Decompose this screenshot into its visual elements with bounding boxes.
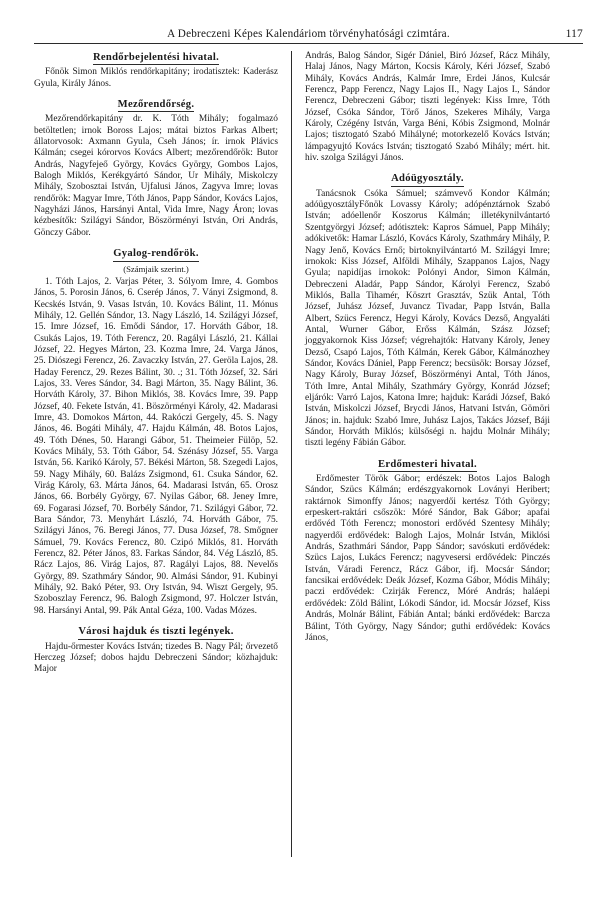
section-heading-varosi-hajduk: Városi hajduk és tiszti legények.	[34, 626, 278, 639]
running-head-title: A Debreczeni Képes Kalendáriom törvényhatósági czimtára.	[167, 28, 450, 40]
header-rule	[34, 43, 583, 44]
section-heading-erdomesteri-hivatal: Erdőmesteri hivatal.	[305, 459, 550, 472]
running-head	[34, 28, 583, 40]
page-number: 117	[565, 28, 583, 40]
section-heading-adougyosztaly: Adóügyosztály.	[305, 173, 550, 186]
section-heading-mezorendorseg: Mezőrendőrség.	[34, 99, 278, 112]
section-body-adougyosztaly: Tanácsnok Csóka Sámuel; számvevő Kondor Kálmán; adóügyosztályFőnök Lovassy Károly; adópénztárnok Szabó István; adóellenőr Koszorus Kálmán; illetékynilvántartó Szentgyörgyi József; adótisztek: Kapros Sámuel, Papp Mihály; adókivetők: Hamar László, Kovács Károly, Szathmáry Mihály, P. Nagy Jenő, Kovács Ernő; birtoknyilvántartó M. Szilágyi Imre; irnokok: Kiss József, Alföldi Mihály, Szappanos Lajos, Nagy Gyula; napidíjas irnokok: Polónyi Andor, Simon Kálmán, Debreczeni Aladár, Papp Sándor, Károlyi Ferencz, Szabó Miklós, Balla Tihamér, Köszrt Grasztáv, Szük Antal, Tóth József, Juhász József, Juvancz Tivadar, Papp István, Balla Albert, Szücs Ferencz, Hegyi Károly, Kovács Dezső, Angyaláti Antal, Wurner Gábor, Erőss Kálmán, Szász József; joggyakornok Kiss József; végrehajtók: Hatvany Károly, Jeney Dezső, Csapó Lajos, Tóth Kálmán, Kerek Gábor, Kálmánozhey Sándor, Kovács Dániel, Papp Ferencz; becsüsök: Borsay József, Nagy Károly, Buray József, Böszörményi Antal, Tóth János, Tóth Imre, Antal Mihály, Szathmáry György, Konrád József; eljárók: Varró Lajos, Katona Imre; hajduk: Karádi József, Bakó István, Miskolczi József, Brycdi János, Hatvani István, Gömöri János; in. hajduk: Szabó Imre, Juhász Lajos, Takács József, Báji Sándor, Horváth Miklós; külsőségi n. hajdu Molnár Mihály; tiszti legény Fábián Gábor.	[305, 188, 550, 449]
section-body-mezorendorseg: Mezőrendőrkapitány dr. K. Tóth Mihály; fogalmazó betöltetlen; irnok Boross Lajos; mátai biztos Farkas Albert; állatorvosok: Axmann Gyula, Cseh János; ír. irnok Plávics Kálmán; csegei kórorvos Kovács Albert; mezőrendőrök: Butor András, Nagyfejeő György, Kovács György, Gombos Lajos, Balogh Miklós, Kerékgyártó Sándor, Ur Mihály, Miskolczy Mihály, Szobosztai István, Ujfalusi János, Zagyva Imre; lovas rendőrök: Magyar Imre, Tóth János, Papp Sándor, Kovács Lajos, Nagyházi János, Harsányi Antal, Vida Imre, Nagy Áron; lovas kézbesítők: Szilágyi Sándor, Böszörményi István, Ori András, Gönczy Gábor.	[34, 114, 278, 238]
section-body-erdomesteri-hivatal: Erdőmester Török Gábor; erdészek: Botos Lajos Balogh Sándor, Szücs Kálmán; erdészgyakornok Loványi Heribert; raktárnok Simonffy János; nagyerdői kertész Tóth György; erpeskert-raktári csőszök: Móré Sándor, Bak Gábor; apafai erdővéd Tóth Ferencz; monostori erdővéd Szentesy Mihály; nagyerdői erdővédek: Balogh Lajos, Molnár István, Miklósi András, Szathmári Sándor, Papp Sándor; savóskuti erdővédek: Szücs Lajos, Lukács Ferencz; nagyvesersi erdővédek: Pinczés István, Váradi Ferencz, Rácz Gábor, ifj. Mocsár Sándor; fancsikai erdővédek: Deák József, Kozma Gábor, Módis Mihály; paczi erdővédek: Czirják Ferencz, Móré András; haláepi erdővédek: Zöld Bálint, Lókodi Sándor, id. Mocsár József, Kiss András, Molnár Bálint, Fábián Antal; bánki erdővédek: Barcza Bálint, Tóth György, Nagy Sándor; guthi erdővédek: Kovács János,	[305, 474, 550, 643]
right-column	[292, 51, 550, 857]
section-body-continuation: András, Balog Sándor, Sigér Dániel, Biró József, Rácz Mihály, Halaj János, Nagy Márton, Kocsis Károly, Kéri József, Szabó Mihály, Kovács András, Kalmár Imre, Erdei János, Kulcsár Ferencz, Papp Ferencz, Nagy Lajos II., Nagy Lajos I., Sándor Ferencz, Debreczeni Gábor; tiszti legények: Kiss Imre, Tóth József, Csóka Sándor, Törő János, Szekeres Mihály, Varga Károly, Czégény István, Varga Béni, Kóbis Zsigmond, Molnár Lajos; tisztogató Szabó Mihályné; motorkezelő Kovács István; lámpagyujtó Kovács István; tisztogató Szabó Mihály; mért. hit. hiv. szolga Szilágyi János.	[305, 51, 550, 164]
section-heading-rendorbejelentesi: Rendőrbejelentési hivatal.	[34, 52, 278, 65]
section-body-varosi-hajduk: Hajdu-őrmester Kovács István; tizedes B. Nagy Pál; őrvezető Herczeg József; dobos hajdu Debreczeni Sándor; közhajduk: Major	[34, 641, 278, 675]
two-column-body	[34, 51, 583, 857]
left-column	[34, 51, 292, 857]
section-body-gyalog-rendorok: 1. Tóth Lajos, 2. Varjas Péter, 3. Sólyom Imre, 4. Gombos János, 5. Porosin János, 6. Cserép János, 7. Ványi Zsigmond, 8. Kecskés István, 9. Vasas István, 10. Kovács Bálint, 11. Mónus Mihály, 12. Gellén Sándor, 13. Nagy László, 14. Szilágyi József, 15. Imre József, 16. Emődi Sándor, 17. Horváth Gábor, 18. Csukás Lajos, 19. Tóth Ferencz, 20. Ragályi László, 21. Kállai József, 22. Hegyes Márton, 23. Kozma Imre, 24. Varga János, 25. Diószegi Ferencz, 26. Zavaczky István, 27. Geröla Lajos, 28. Haday Ferencz, 29. Rezes Bálint, 30. .; 31. Tóth József, 32. Sári Lajos, 33. Veres Sándor, 34. Bagi Márton, 35. Nagy Bálint, 36. Horváth Károly, 37. Bihon Miklós, 38. Kovács Imre, 39. Papp József, 40. Fekete István, 41. Böszörményi Károly, 42. Madarasi Imre, 43. Domokos Márton, 44. Rakóczi Gergely, 45. S. Nagy János, 46. Bogáti Mihály, 47. Hajdu Kálmán, 48. Botos Lajos, 49. Tóth Dénes, 50. Harangi Gábor, 51. Theimeier Fülöp, 52. Kovács Mihály, 53. Tóth Gábor, 54. Szénásy József, 55. Varga István, 56. Karikó Károly, 57. Békési Márton, 58. Szegedi Lajos, 59. Nagy Mihály, 60. Balázs Zsigmond, 61. Csuka Sándor, 62. Virág Károly, 63. Márta János, 64. Madarasi István, 65. Orosz János, 66. Borbély György, 67. Nyilas Gábor, 68. Jeney Imre, 69. Fogarasi József, 70. Borbély Sándor, 71. Szilágyi Gábor, 72. Bara Sándor, 73. Menyhárt László, 74. Horváth Gábor, 75. Szilágyi János, 76. Beregi János, 77. Dusa József, 78. Smőgner Sámuel, 79. Kovács Ferencz, 80. Czipó Miklós, 81. Horváth Ferencz, 82. Péter János, 83. Farkas Sándor, 84. Vég László, 85. Rácz Lajos, 86. Virág Lajos, 87. Ragályi Lajos, 88. Nevelős György, 89. Szathmáry Sándor, 90. Almási Sándor, 91. Kubinyi Mihály, 92. Bakó Péter, 93. Ory István, 94. Wiszt Gergely, 95. Szoboszlay Ferencz, 96. Balogh Zsigmond, 97. Holczer István, 98. Harsányi Antal, 99. Pák Antal Géza, 100. Vadas Mózes.	[34, 276, 278, 616]
section-heading-gyalog-rendorok: Gyalog-rendőrök.	[34, 248, 278, 261]
section-subtitle-gyalog-rendorok: (Számjaik szerint.)	[123, 263, 189, 274]
section-body-rendorbejelentesi: Főnök Simon Miklós rendőrkapitány; irodatisztek: Kaderász Gyula, Király János.	[34, 67, 278, 89]
